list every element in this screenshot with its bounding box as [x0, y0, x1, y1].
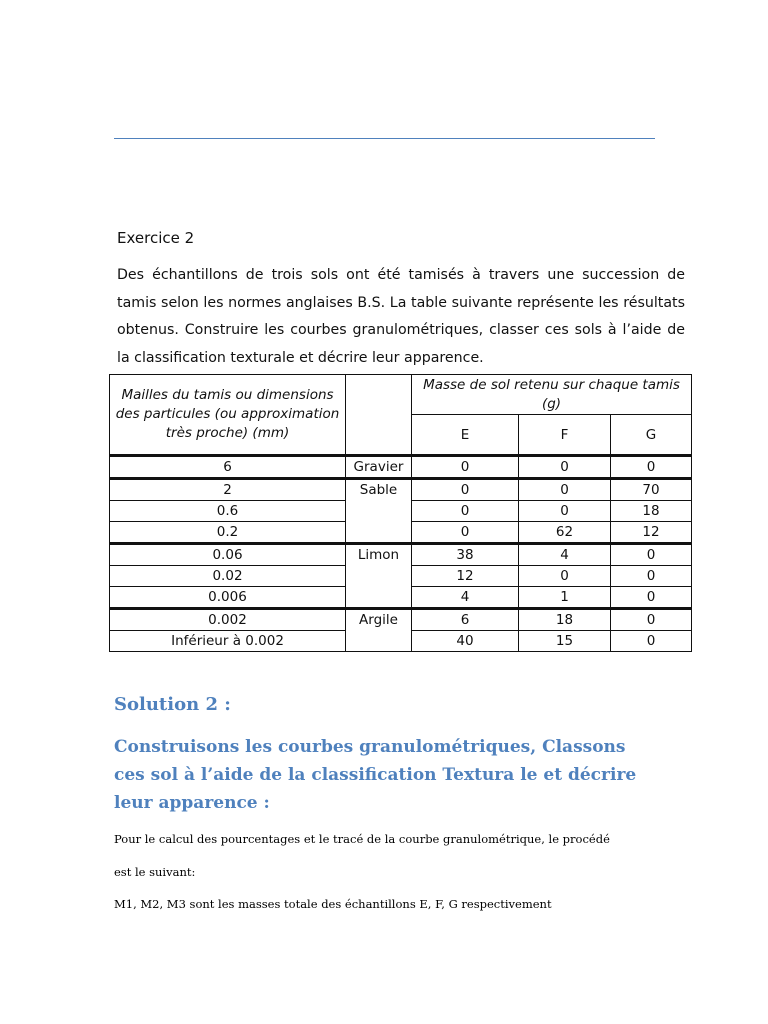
sieve-results-table	[109, 374, 692, 652]
paragraph-line: est le suivant:	[114, 865, 196, 879]
category-gravier: Gravier	[346, 456, 412, 479]
mass-f: 0	[519, 501, 611, 522]
mass-e: 4	[412, 587, 519, 609]
mass-e: 38	[412, 544, 519, 566]
header-col-g: G	[611, 415, 692, 456]
mass-f: 1	[519, 587, 611, 609]
mass-f: 0	[519, 456, 611, 479]
mass-g: 18	[611, 501, 692, 522]
mass-f: 62	[519, 522, 611, 544]
table-row	[110, 479, 692, 501]
exercise-title: Exercice 2	[117, 229, 195, 247]
sieve-size: 0.06	[110, 544, 346, 566]
mass-g: 0	[611, 456, 692, 479]
mass-g: 70	[611, 479, 692, 501]
mass-g: 0	[611, 566, 692, 587]
sieve-size: 6	[110, 456, 346, 479]
mass-g: 12	[611, 522, 692, 544]
mass-g: 0	[611, 631, 692, 652]
header-col-e: E	[412, 415, 519, 456]
mass-e: 0	[412, 522, 519, 544]
mass-e: 40	[412, 631, 519, 652]
header-category-empty	[346, 375, 412, 456]
mass-e: 6	[412, 609, 519, 631]
mass-g: 0	[611, 609, 692, 631]
mass-f: 4	[519, 544, 611, 566]
mass-e: 0	[412, 479, 519, 501]
top-rule	[114, 138, 655, 139]
solution-subtitle: Construisons les courbes granulométriques, Classons ces sol à l’aide de la classification Textura le et décrire leur apparence :	[114, 737, 637, 813]
sieve-size: 0.6	[110, 501, 346, 522]
category-sable: Sable	[346, 479, 412, 544]
table-row	[110, 544, 692, 566]
mass-f: 0	[519, 566, 611, 587]
header-col-f: F	[519, 415, 611, 456]
mass-g: 0	[611, 587, 692, 609]
sieve-size: Inférieur à 0.002	[110, 631, 346, 652]
header-retained-mass: Masse de sol retenu sur chaque tamis (g)	[412, 375, 692, 415]
mass-e: 12	[412, 566, 519, 587]
sieve-size: 0.02	[110, 566, 346, 587]
mass-e: 0	[412, 456, 519, 479]
exercise-statement: Des échantillons de trois sols ont été tamisés à travers une succession de tamis selon les normes anglaises B.S. La table suivante représente les résultats obtenus. Construire les courbes granulométriques, classer ces sols à l’aide de la classification texturale et décrire leur apparence.	[117, 267, 685, 366]
category-limon: Limon	[346, 544, 412, 609]
table-row	[110, 456, 692, 479]
mass-g: 0	[611, 544, 692, 566]
paragraph-line: M1, M2, M3 sont les masses totale des échantillons E, F, G respectivement	[114, 897, 552, 911]
sieve-size: 0.006	[110, 587, 346, 609]
paragraph-line: Pour le calcul des pourcentages et le tracé de la courbe granulométrique, le procédé	[114, 832, 610, 846]
mass-f: 0	[519, 479, 611, 501]
sieve-size: 0.2	[110, 522, 346, 544]
table-row	[110, 609, 692, 631]
sieve-size: 0.002	[110, 609, 346, 631]
mass-e: 0	[412, 501, 519, 522]
solution-title: Solution 2 :	[114, 694, 231, 715]
mass-f: 18	[519, 609, 611, 631]
category-argile: Argile	[346, 609, 412, 652]
sieve-size: 2	[110, 479, 346, 501]
header-sieve-size: Mailles du tamis ou dimensions des particules (ou approximation très proche) (mm)	[110, 375, 346, 456]
mass-f: 15	[519, 631, 611, 652]
